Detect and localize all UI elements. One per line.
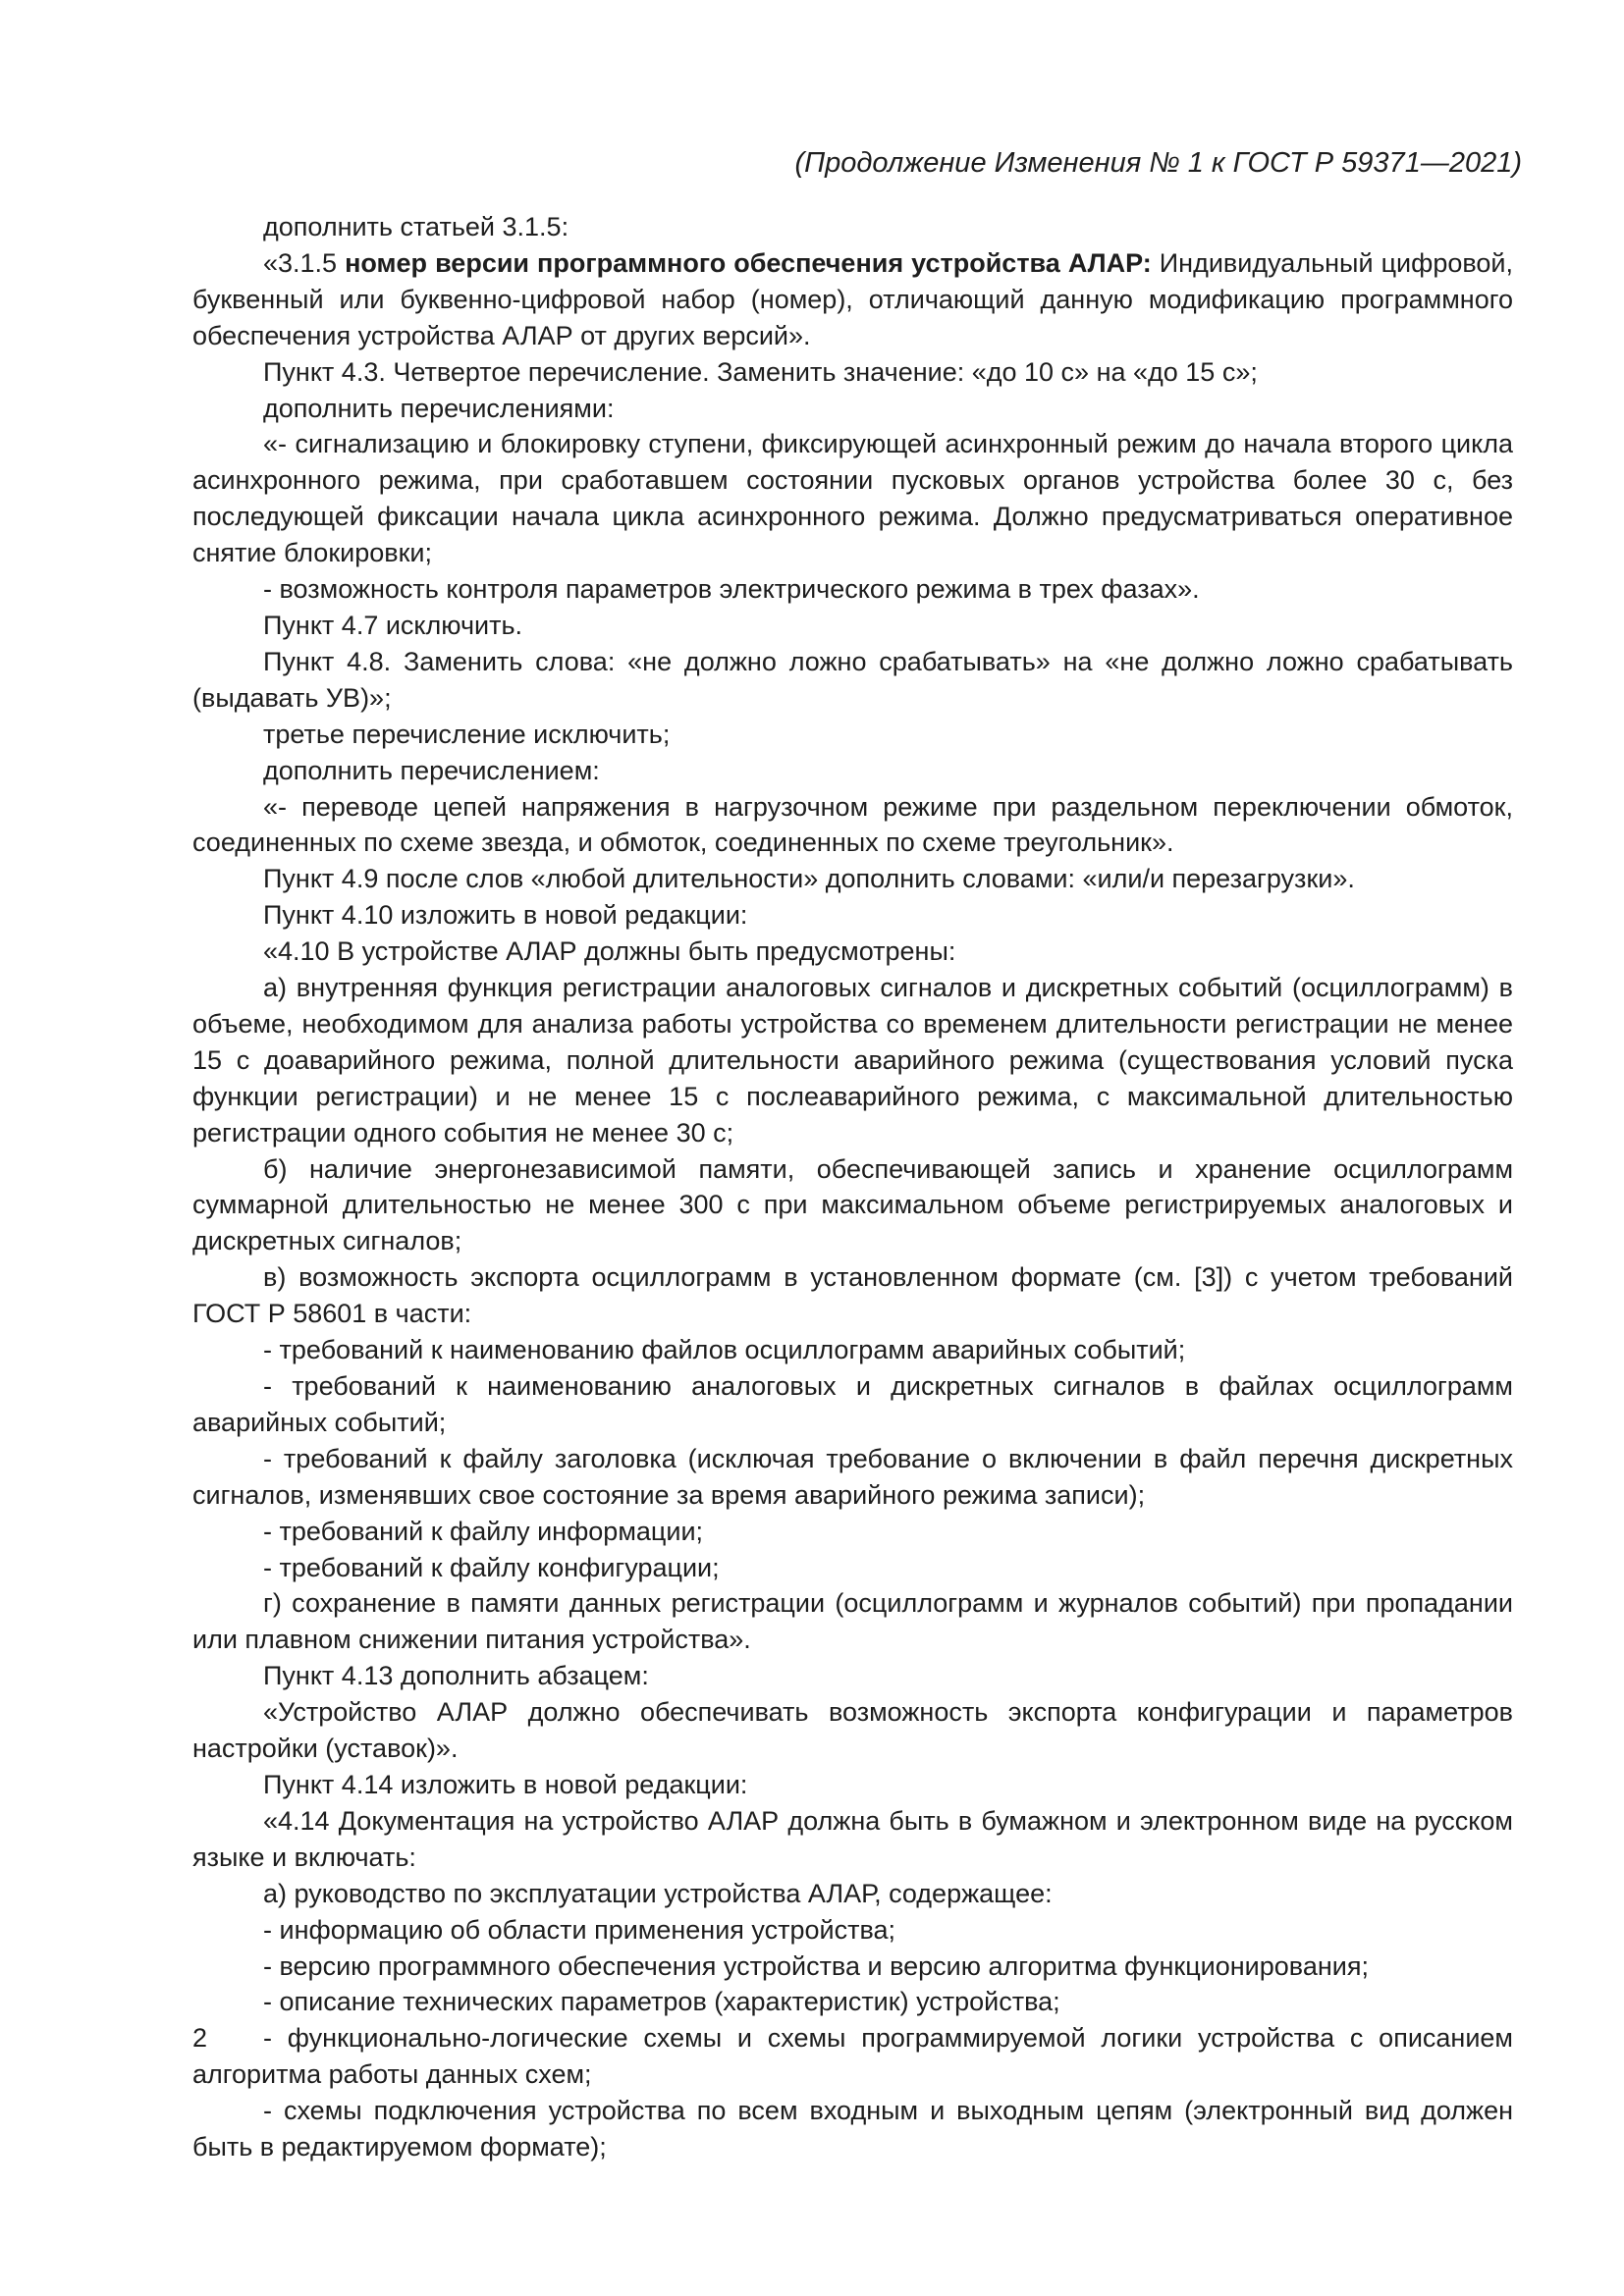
paragraph: - версию программного обеспечения устройства и версию алгоритма функционирования; xyxy=(263,1950,1369,1981)
paragraph: Пункт 4.3. Четвертое перечисление. Заменить значение: «до 10 с» на «до 15 с»; xyxy=(263,356,1258,387)
paragraph: «4.10 В устройстве АЛАР должны быть предусмотрены: xyxy=(263,936,956,967)
definition-text: Индивидуальный цифровой, буквенный или буквенно-цифровой набор (номер), отличающий данную модификацию программного обеспечения устройства АЛАР от других версий». xyxy=(192,247,1514,350)
page-number: 2 xyxy=(192,2023,208,2053)
paragraph: Пункт 4.13 дополнить абзацем: xyxy=(263,1661,649,1691)
clause-number: «3.1.5 xyxy=(263,247,346,278)
paragraph: «Устройство АЛАР должно обеспечивать возможность экспорта конфигурации и параметров настройки (уставок)». xyxy=(192,1697,1513,1764)
page-header: (Продолжение Изменения № 1 к ГОСТ Р 59371—2021) xyxy=(794,147,1522,179)
paragraph: - требований к наименованию аналоговых и дискретных сигналов в файлах осциллограмм аварийных событий; xyxy=(192,1371,1513,1437)
paragraph: - требований к файлу конфигурации; xyxy=(263,1552,720,1582)
paragraph-definition xyxy=(192,245,1513,354)
paragraph: - возможность контроля параметров электрического режима в трех фазах». xyxy=(263,574,1200,605)
paragraph: - описание технических параметров (характеристик) устройства; xyxy=(263,1987,1060,2017)
paragraph: Пункт 4.10 изложить в новой редакции: xyxy=(263,900,748,931)
paragraph: Пункт 4.14 изложить в новой редакции: xyxy=(263,1769,748,1799)
paragraph: а) внутренняя функция регистрации аналоговых сигналов и дискретных событий (осциллограмм) в объеме, необходимом для анализа работы устройства со временем длительности регистрации не менее 15 с доаварийного режима, полной длительности аварийного режима (существования условий пуска функции регистрации) и не менее 15 с послеаварийного режима, с максимальной длительностью регистрации одного события не менее 30 с; xyxy=(192,973,1513,1148)
paragraph: «4.14 Документация на устройство АЛАР должна быть в бумажном и электронном виде на русском языке и включать: xyxy=(192,1805,1513,1872)
paragraph: в) возможность экспорта осциллограмм в установленном формате (см. [3]) с учетом требований ГОСТ Р 58601 в части: xyxy=(192,1262,1513,1329)
paragraph: а) руководство по эксплуатации устройства АЛАР, содержащее: xyxy=(263,1878,1053,1908)
paragraph: - схемы подключения устройства по всем входным и выходным цепям (электронный вид должен быть в редактируемом формате); xyxy=(192,2096,1513,2163)
paragraph: Пункт 4.8. Заменить слова: «не должно ложно срабатывать» на «не должно ложно срабатывать (выдавать УВ)»; xyxy=(192,646,1513,713)
paragraph: дополнить перечислением: xyxy=(263,755,600,785)
paragraph: третье перечисление исключить; xyxy=(263,719,671,749)
paragraph: Пункт 4.9 после слов «любой длительности» дополнить словами: «или/и перезагрузки». xyxy=(263,864,1355,894)
paragraph: - информацию об области применения устройства; xyxy=(263,1914,896,1945)
paragraph: дополнить перечислениями: xyxy=(263,393,615,423)
paragraph: г) сохранение в памяти данных регистрации (осциллограмм и журналов событий) при пропадании или плавном снижении питания устройства». xyxy=(192,1588,1513,1655)
paragraph: - функционально-логические схемы и схемы программируемой логики устройства с описанием алгоритма работы данных схем; xyxy=(192,2023,1513,2090)
paragraph: - требований к наименованию файлов осциллограмм аварийных событий; xyxy=(263,1335,1186,1365)
paragraph: - требований к файлу заголовка (исключая требование о включении в файл перечня дискретных сигналов, изменявших свое состояние за время аварийного режима записи); xyxy=(192,1443,1513,1510)
paragraph: - требований к файлу информации; xyxy=(263,1516,704,1546)
paragraph: б) наличие энергонезависимой памяти, обеспечивающей запись и хранение осциллограмм суммарной длительностью не менее 300 с при максимальном объеме регистрируемых аналоговых и дискретных сигналов; xyxy=(192,1153,1513,1256)
document-body xyxy=(192,209,1513,2165)
paragraph: «- переводе цепей напряжения в нагрузочном режиме при раздельном переключении обмоток, соединенных по схеме звезда, и обмоток, соединенных по схеме треугольник». xyxy=(192,791,1513,858)
paragraph: «- сигнализацию и блокировку ступени, фиксирующей асинхронный режим до начала второго цикла асинхронного режима, при сработавшем состоянии пусковых органов устройства более 30 с, без последующей фиксации начала цикла асинхронного режима. Должно предусматриваться оперативное снятие блокировки; xyxy=(192,429,1513,568)
paragraph: дополнить статьей 3.1.5: xyxy=(263,212,569,241)
paragraph: Пункт 4.7 исключить. xyxy=(263,610,523,640)
defined-term: номер версии программного обеспечения устройства АЛАР: xyxy=(345,247,1152,278)
